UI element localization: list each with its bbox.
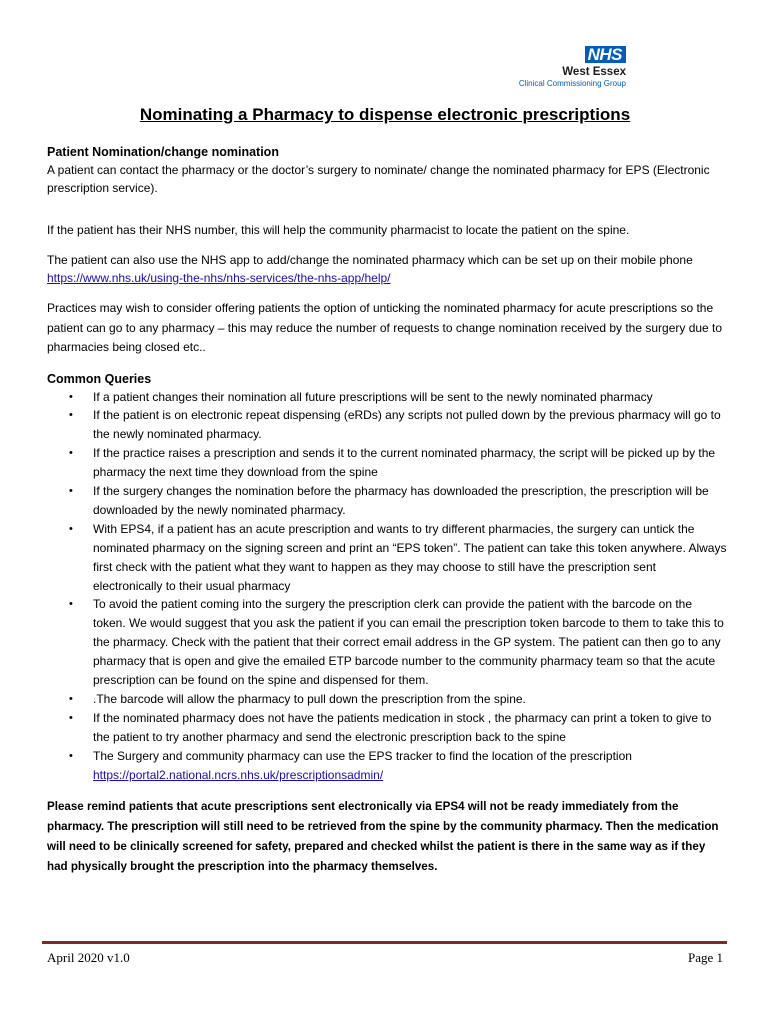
bullet-icon: •: [69, 749, 73, 762]
bullet-icon: •: [69, 711, 73, 724]
footer-version: April 2020 v1.0: [47, 950, 130, 965]
list-item: • If the surgery changes the nomination before the pharmacy has downloaded the prescription, the prescription will be downloaded by the newly nominated pharmacy.: [69, 484, 709, 517]
list-item: • If the nominated pharmacy does not have the patients medication in stock , the pharmacy can print a token to give to the patient to try another pharmacy and send the electronic prescription back to the spine: [69, 710, 712, 744]
paragraph-nhs-number: If the patient has their NHS number, this will help the community pharmacist to locate the patient on the spine.: [47, 223, 630, 237]
paragraph-contact: A patient can contact the pharmacy or the doctor’s surgery to nominate/ change the nominated pharmacy for EPS (Electronic prescription service).: [47, 163, 710, 195]
list-item: • .The barcode will allow the pharmacy to pull down the prescription from the spine.: [47, 690, 727, 709]
list-item: • If a patient changes their nomination all future prescriptions will be sent to the newly nominated pharmacy: [47, 388, 727, 407]
bullet-icon: •: [69, 390, 73, 403]
logo-org-name: West Essex: [562, 66, 626, 78]
logo-org-subtitle: Clinical Commissioning Group: [518, 79, 626, 88]
list-item: • With EPS4, if a patient has an acute prescription and wants to try different pharmacies, the surgery can untick the nominated pharmacy on the signing screen and print an “EPS token”. The patient can take this token anywhere. Always first check with the patient what they want to happen as they may choose to still have the prescription sent electronically to their usual pharmacy: [69, 521, 727, 593]
nhs-logo: [466, 46, 626, 88]
bullet-icon: •: [69, 485, 73, 498]
list-item: • If the patient is on electronic repeat dispensing (eRDs) any scripts not pulled down by the previous pharmacy will go to the newly nominated pharmacy.: [69, 408, 721, 442]
list-item: • To avoid the patient coming into the surgery the prescription clerk can provide the patient with the barcode on the token. We would suggest that you ask the patient if you can email the prescription token barcode to them to take this to the pharmacy. Check with the patient that their correct email address in the GP system. The patient can then go to any pharmacy that is open and give the emailed ETP barcode number to the community pharmacy team so that the acute prescription can be found on the spine and dispensed for them.: [69, 597, 724, 688]
paragraph-nhs-app: The patient can also use the NHS app to add/change the nominated pharmacy which can be set up on their mobile phone: [47, 253, 693, 267]
bullet-icon: •: [69, 409, 73, 422]
list-item: • The Surgery and community pharmacy can use the EPS tracker to find the location of the prescription https://portal2.national.ncrs.nhs.uk/prescriptionsadmin/: [69, 748, 632, 782]
document-body: [47, 143, 727, 877]
eps-tracker-link[interactable]: https://portal2.national.ncrs.nhs.uk/prescriptionsadmin/: [93, 767, 384, 782]
paragraph-practices: Practices may wish to consider offering patients the option of unticking the nominated pharmacy for acute prescriptions so the patient can go to any pharmacy – this may reduce the number of requests to change nomination received by the surgery due to pharmacies being closed etc..: [47, 301, 723, 354]
page-title: Nominating a Pharmacy to dispense electronic prescriptions: [139, 105, 631, 124]
bullet-icon: •: [69, 447, 73, 460]
bullet-icon: •: [69, 693, 73, 705]
reminder-note: Please remind patients that acute prescriptions sent electronically via EPS4 will not be ready immediately from the pharmacy. The prescription will still need to be retrieved from the spine by the community pharmacy. Then the medication will need to be clinically screened for safety, prepared and checked whilst the patient is there in the same way as if they had physically brought the prescription into the pharmacy themselves.: [47, 799, 719, 873]
footer-divider: [42, 941, 727, 944]
bullet-icon: •: [69, 522, 73, 535]
section-heading-queries: Common Queries: [47, 371, 152, 386]
bullet-icon: •: [69, 598, 73, 611]
nhs-badge: NHS: [585, 46, 626, 63]
nhs-app-help-link[interactable]: https://www.nhs.uk/using-the-nhs/nhs-services/the-nhs-app/help/: [47, 271, 391, 285]
queries-list: [47, 388, 727, 785]
footer-page-number: Page 1: [687, 950, 723, 965]
list-item: • If the practice raises a prescription and sends it to the current nominated pharmacy, the script will be picked up by the pharmacy the next time they download from the spine: [69, 446, 716, 480]
section-heading-nomination: Patient Nomination/change nomination: [47, 145, 279, 159]
